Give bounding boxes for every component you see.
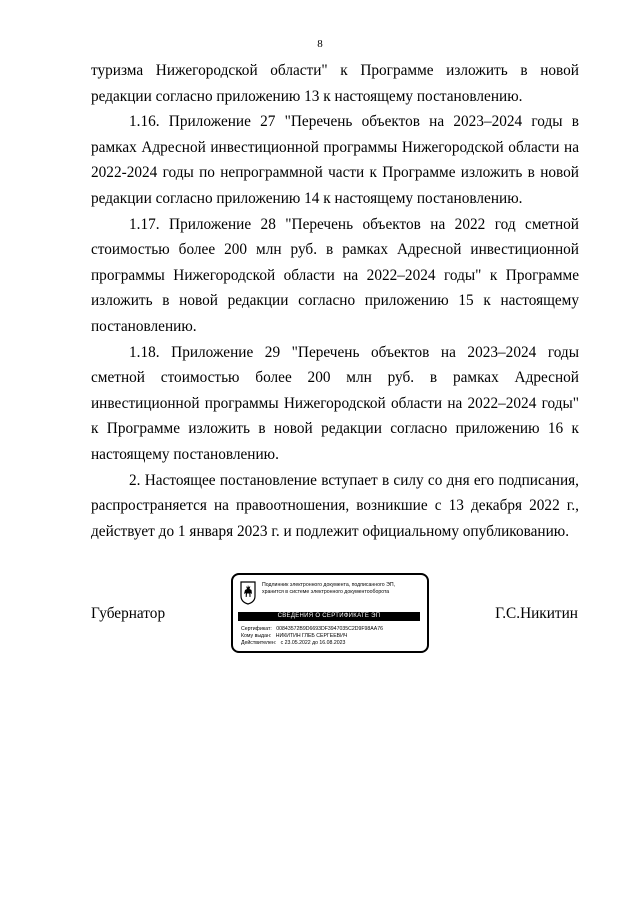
stamp-caption <box>262 582 422 595</box>
issued-to-row <box>241 633 383 640</box>
stamp-caption-line-1: Подлинник электронного документа, подписанного ЭП, <box>262 582 396 588</box>
paragraph-1-17: 1.17. Приложение 28 "Перечень объектов на 2022 год сметной стоимостью более 200 млн руб. в рамках Адресной инвестиционной программы Нижегородской области на 2022–2024 годы" к Программе изложить в новой редакции согласно приложению 15 к настоящему постановлению. <box>91 215 579 335</box>
certificate-row <box>241 626 383 633</box>
validity-label: Действителен: <box>241 640 277 646</box>
validity-row <box>241 640 383 647</box>
certificate-label: Сертификат: <box>241 626 272 632</box>
stamp-caption-line-2: хранится в системе электронного документооборота <box>262 588 390 595</box>
certificate-value: 00843572B9D6693DF3947035C2D9F98AA76 <box>276 626 383 632</box>
document-body <box>91 58 579 544</box>
paragraph-2: 2. Настоящее постановление вступает в силу со дня его подписания, распространяется на правоотношения, возникшие с 13 декабря 2022 г., действует до 1 января 2023 г. и подлежит официальному опубликованию. <box>91 471 579 540</box>
issued-to-value: НИКИТИН ГЛЕБ СЕРГЕЕВИЧ <box>275 633 348 639</box>
coat-of-arms-icon <box>240 581 256 605</box>
issued-to-label: Кому выдан: <box>241 633 272 639</box>
certificate-details <box>241 626 383 647</box>
paragraph-1-16: 1.16. Приложение 27 "Перечень объектов на 2023–2024 годы в рамках Адресной инвестиционной программы Нижегородской области на 2022-2024 годы по непрограммной части к Программе изложить в новой редакции согласно приложению 14 к настоящему постановлению. <box>91 113 579 207</box>
paragraph-1-18: 1.18. Приложение 29 "Перечень объектов на 2023–2024 годы сметной стоимостью более 200 млн руб. в рамках Адресной инвестиционной программы Нижегородской области на 2022–2024 годы" к Программе изложить в новой редакции согласно приложению 16 к настоящему постановлению. <box>91 343 579 463</box>
signatory-name: Г.С.Никитин <box>495 605 578 622</box>
validity-value: с 23.05.2022 до 16.08.2023 <box>280 640 346 646</box>
stamp-title-bar: СВЕДЕНИЯ О СЕРТИФИКАТЕ ЭП <box>238 612 420 621</box>
paragraph-continuation: туризма Нижегородской области" к Программе изложить в новой редакции согласно приложению 13 к настоящему постановлению. <box>91 62 579 105</box>
signatory-position: Губернатор <box>91 605 166 622</box>
page-number: 8 <box>317 38 323 50</box>
electronic-signature-stamp <box>231 573 429 653</box>
